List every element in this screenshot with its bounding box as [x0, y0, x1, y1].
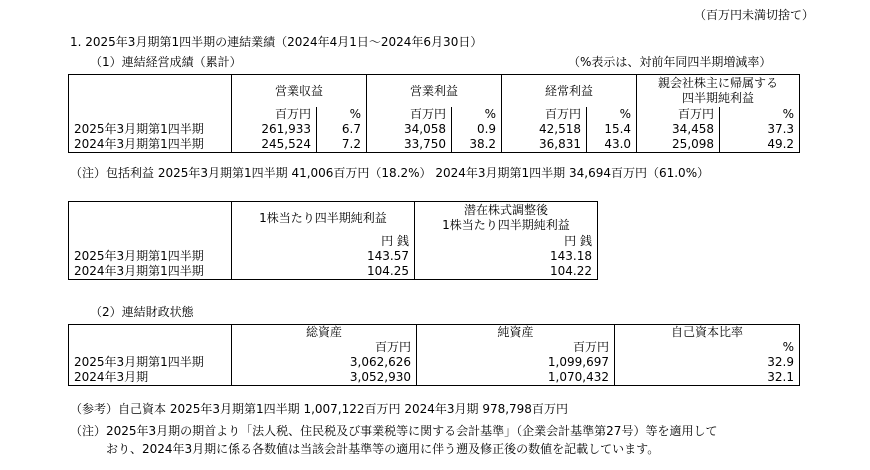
cell: 49.2 [720, 137, 800, 153]
unit-yen-sen: 円 銭 [232, 234, 415, 249]
cell: 7.2 [317, 137, 367, 153]
cell: 261,933 [232, 122, 317, 137]
header-operating-income: 営業利益 [367, 75, 502, 108]
eps-table [68, 201, 598, 280]
header-ordinary-income: 経常利益 [502, 75, 637, 108]
header-net-income [637, 75, 800, 108]
row-label: 2024年3月期第1四半期 [69, 264, 232, 280]
table-row [69, 137, 800, 153]
cell: 25,098 [637, 137, 720, 153]
results-header-row [69, 75, 800, 108]
header-net-income-line2: 四半期純利益 [682, 91, 755, 105]
cell: 32.1 [615, 370, 800, 386]
unit-pct: % [452, 107, 502, 122]
unit-amount: 百万円 [637, 107, 720, 122]
cell: 42,518 [502, 122, 587, 137]
comprehensive-income-note: （注）包括利益 2025年3月期第1四半期 41,006百万円（18.2%） 2024年3月期第1四半期 34,694百万円（61.0%） [70, 166, 710, 180]
financial-table [68, 324, 800, 386]
section1-title: 1. 2025年3月期第1四半期の連結業績（2024年4月1日～2024年6月30日） [70, 35, 483, 49]
unit-amount: 百万円 [367, 107, 452, 122]
cell: 34,058 [367, 122, 452, 137]
cell: 1,099,697 [417, 355, 615, 370]
financial-title: （2）連結財政状態 [90, 305, 194, 319]
row-label: 2025年3月期第1四半期 [69, 249, 232, 264]
cell: 143.57 [232, 249, 415, 264]
header-diluted-eps-line2: 1株当たり四半期純利益 [442, 218, 570, 232]
cell: 33,750 [367, 137, 452, 153]
cell: 6.7 [317, 122, 367, 137]
results-table [68, 74, 800, 153]
cell: 104.25 [232, 264, 415, 280]
cell: 245,524 [232, 137, 317, 153]
cell: 143.18 [415, 249, 598, 264]
row-label: 2024年3月期 [69, 370, 232, 386]
eps-header-row [69, 202, 598, 235]
cell: 32.9 [615, 355, 800, 370]
unit-amount: 百万円 [232, 107, 317, 122]
header-net-income-line1: 親会社株主に帰属する [658, 76, 779, 90]
row-label: 2025年3月期第1四半期 [69, 122, 232, 137]
equity-reference: （参考）自己資本 2025年3月期第1四半期 1,007,122百万円 2024年3月期 978,798百万円 [70, 402, 568, 416]
header-revenue: 営業収益 [232, 75, 367, 108]
header-net-assets: 純資産 [417, 325, 615, 341]
financial-unit-row [69, 340, 800, 355]
header-equity-ratio: 自己資本比率 [615, 325, 800, 341]
row-label: 2024年3月期第1四半期 [69, 137, 232, 153]
cell: 15.4 [587, 122, 637, 137]
header-diluted-eps-line1: 潜在株式調整後 [463, 203, 548, 217]
unit-yen-sen: 円 銭 [415, 234, 598, 249]
pct-note: （%表示は、対前年同四半期増減率） [568, 55, 772, 69]
unit-pct: % [587, 107, 637, 122]
table-row [69, 249, 598, 264]
cell: 104.22 [415, 264, 598, 280]
cell: 0.9 [452, 122, 502, 137]
cell: 43.0 [587, 137, 637, 153]
cell: 37.3 [720, 122, 800, 137]
financial-header-row [69, 325, 800, 341]
unit: % [615, 340, 800, 355]
unit: 百万円 [417, 340, 615, 355]
cell: 1,070,432 [417, 370, 615, 386]
results-unit-row [69, 107, 800, 122]
cell: 38.2 [452, 137, 502, 153]
header-total-assets: 総資産 [232, 325, 417, 341]
header-diluted-eps [415, 202, 598, 235]
unit: 百万円 [232, 340, 417, 355]
header-eps: 1株当たり四半期純利益 [232, 202, 415, 235]
table-row [69, 355, 800, 370]
table-row [69, 122, 800, 137]
cell: 36,831 [502, 137, 587, 153]
eps-unit-row [69, 234, 598, 249]
cell: 3,052,930 [232, 370, 417, 386]
accounting-note-line2: おり、2024年3月期に係る各数値は当該会計基準等の適用に伴う遡及修正後の数値を記載しています。 [106, 442, 660, 456]
unit-pct: % [720, 107, 800, 122]
cell: 3,062,626 [232, 355, 417, 370]
table-row [69, 370, 800, 386]
unit-amount: 百万円 [502, 107, 587, 122]
unit-pct: % [317, 107, 367, 122]
results-title: （1）連結経営成績（累計） [90, 55, 242, 69]
unit-note: （百万円未満切捨て） [694, 8, 815, 22]
accounting-note-line1: （注）2025年3月期の期首より「法人税、住民税及び事業税等に関する会計基準」（企業会計基準第27号）等を適用して [70, 424, 718, 438]
table-row [69, 264, 598, 280]
cell: 34,458 [637, 122, 720, 137]
row-label: 2025年3月期第1四半期 [69, 355, 232, 370]
